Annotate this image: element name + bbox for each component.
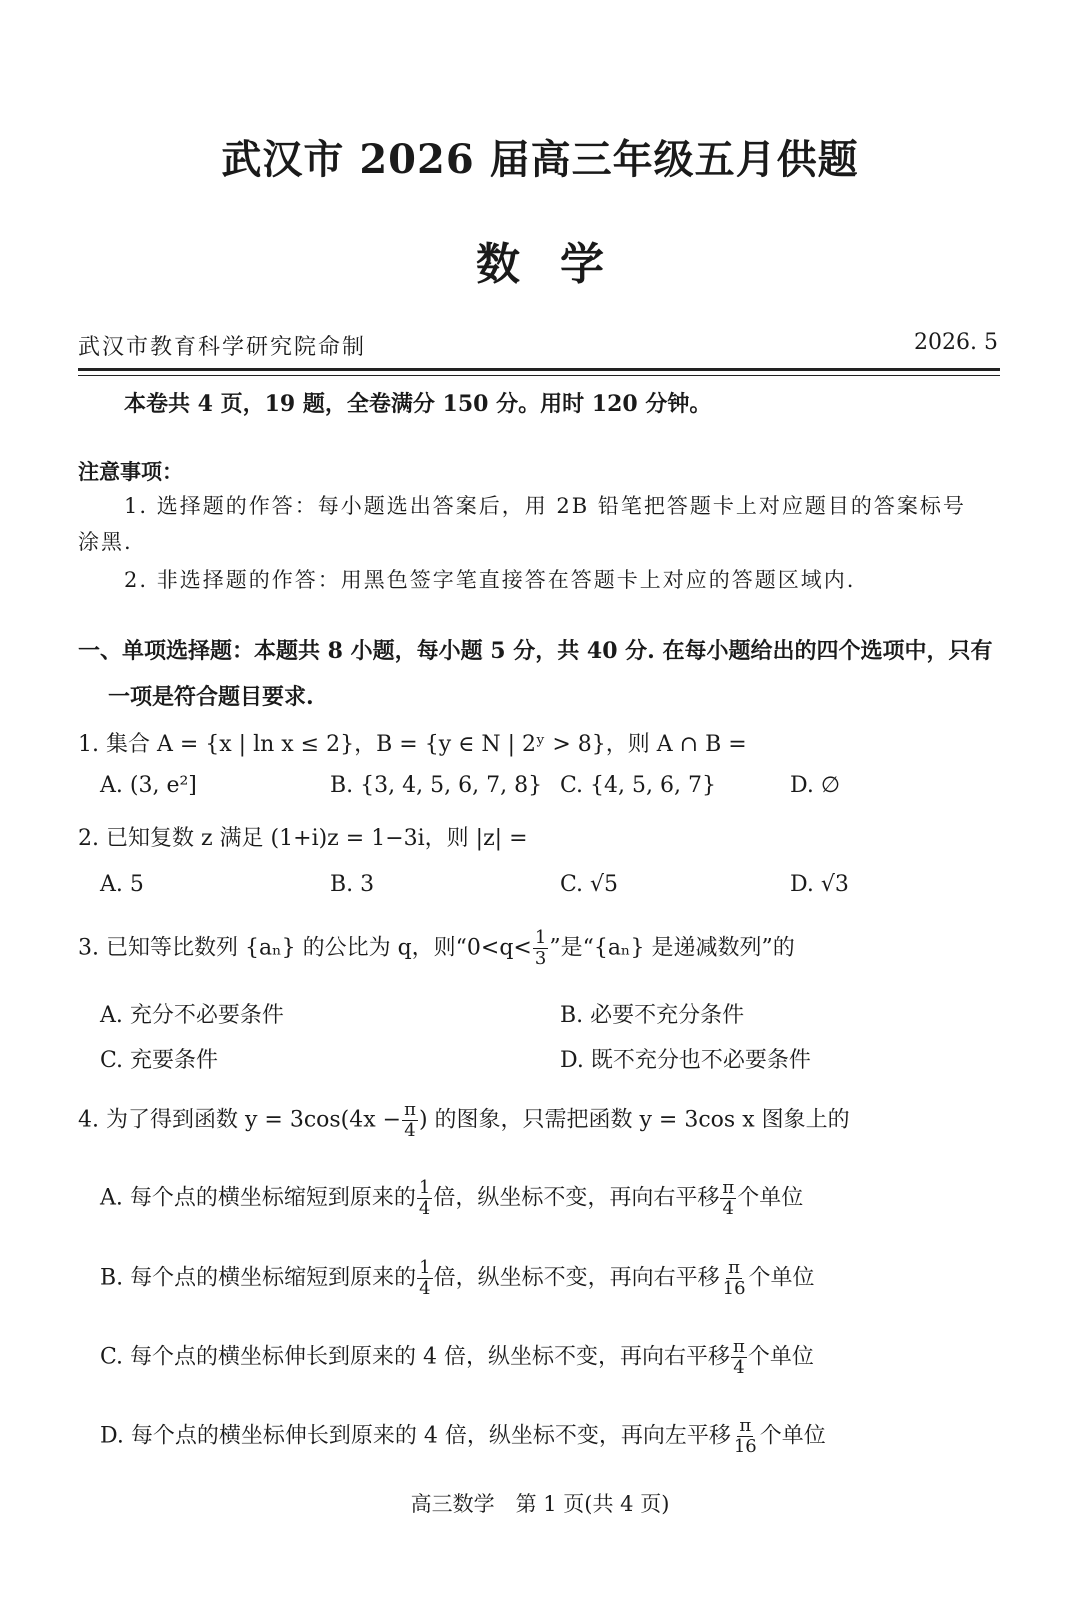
header-rule-thick	[78, 368, 1000, 371]
question-4-option-c: C. 每个点的横坐标伸长到原来的 4 倍，纵坐标不变，再向右平移 $\frac{\pi}{4}$ 个单位	[100, 1336, 814, 1378]
notice-item-1: 1. 选择题的作答：每小题选出答案后，用 2B 铅笔把答题卡上对应题目的答案标号	[124, 494, 966, 518]
question-3-option-d: D. 既不充分也不必要条件	[560, 1048, 811, 1073]
page-footer: 高三数学 第 1 页(共 4 页)	[410, 1492, 670, 1516]
exam-title: 武汉市 2026 届高三年级五月供题	[221, 136, 859, 183]
question-3-stem-pre: 3. 已知等比数列 {aₙ} 的公比为 q，则“0<q<	[78, 935, 532, 961]
fraction: $\frac{\pi}{4}$	[722, 1177, 735, 1219]
fraction: $\frac{\pi}{16}$	[733, 1415, 757, 1457]
question-2-stem: 2. 已知复数 z 满足 (1+i)z = 1−3i，则 |z| =	[78, 826, 528, 851]
question-3-option-c: C. 充要条件	[100, 1048, 219, 1073]
question-4-stem-post: ) 的图象，只需把函数 y = 3cos x 图象上的	[418, 1107, 850, 1133]
question-1-option-a: A. (3, e²]	[100, 773, 197, 798]
subject-title: 数学	[476, 239, 644, 290]
question-1-option-b: B. {3, 4, 5, 6, 7, 8}	[330, 773, 543, 798]
header-rule-thin	[78, 375, 1000, 376]
question-1-stem: 1. 集合 A = {x | ln x ≤ 2}，B = {y ∈ N | 2ʸ > 8}，则 A ∩ B =	[78, 732, 747, 757]
question-2-option-a: A. 5	[100, 872, 144, 897]
exam-summary: 本卷共 4 页，19 题，全卷满分 150 分。用时 120 分钟。	[124, 391, 712, 417]
question-2-option-b: B. 3	[330, 872, 375, 897]
notice-item-1-cont: 涂黑.	[78, 530, 133, 554]
notice-heading: 注意事项：	[78, 459, 183, 484]
fraction: $\frac{1}{3}$	[534, 927, 547, 969]
section-heading-cont: 一项是符合题目要求.	[108, 684, 314, 710]
exam-date: 2026. 5	[914, 330, 998, 355]
question-4-stem	[78, 1100, 850, 1141]
question-2-option-c: C. √5	[560, 872, 619, 897]
question-4-option-a: A. 每个点的横坐标缩短到原来的 $\frac{1}{4}$ 倍，纵坐标不变，再向右平移 $\frac{\pi}{4}$ 个单位	[100, 1177, 804, 1219]
notice-item-2: 2. 非选择题的作答：用黑色签字笔直接答在答题卡上对应的答题区域内.	[124, 568, 856, 592]
producer-line: 武汉市教育科学研究院命制	[78, 335, 367, 360]
question-4-option-d: D. 每个点的横坐标伸长到原来的 4 倍，纵坐标不变，再向左平移 $\frac{\pi}{16}$ 个单位	[100, 1415, 826, 1457]
section-heading: 一、单项选择题：本题共 8 小题，每小题 5 分，共 40 分. 在每小题给出的四个选项中，只有	[78, 638, 993, 664]
question-1-option-c: C. {4, 5, 6, 7}	[560, 773, 716, 798]
question-4-stem-pre: 4. 为了得到函数 y = 3cos(4x −	[78, 1107, 402, 1133]
question-1-option-d: D. ∅	[790, 773, 841, 798]
fraction: $\frac{\pi}{4}$	[733, 1336, 745, 1378]
fraction: $\frac{1}{4}$	[418, 1177, 431, 1219]
fraction: $\frac{\pi}{16}$	[722, 1257, 746, 1299]
question-3-stem-post: ”是“{aₙ} 是递减数列”的	[549, 935, 795, 961]
question-3-option-b: B. 必要不充分条件	[560, 1003, 745, 1028]
fraction: $\frac{\pi}{4}$	[404, 1099, 416, 1141]
fraction: $\frac{1}{4}$	[419, 1257, 431, 1299]
question-3-option-a: A. 充分不必要条件	[100, 1003, 284, 1028]
question-3-stem	[78, 928, 795, 969]
question-4-option-b: B. 每个点的横坐标缩短到原来的 $\frac{1}{4}$ 倍，纵坐标不变，再向右平移 $\frac{\pi}{16}$ 个单位	[100, 1257, 815, 1299]
question-2-option-d: D. √3	[790, 872, 849, 897]
